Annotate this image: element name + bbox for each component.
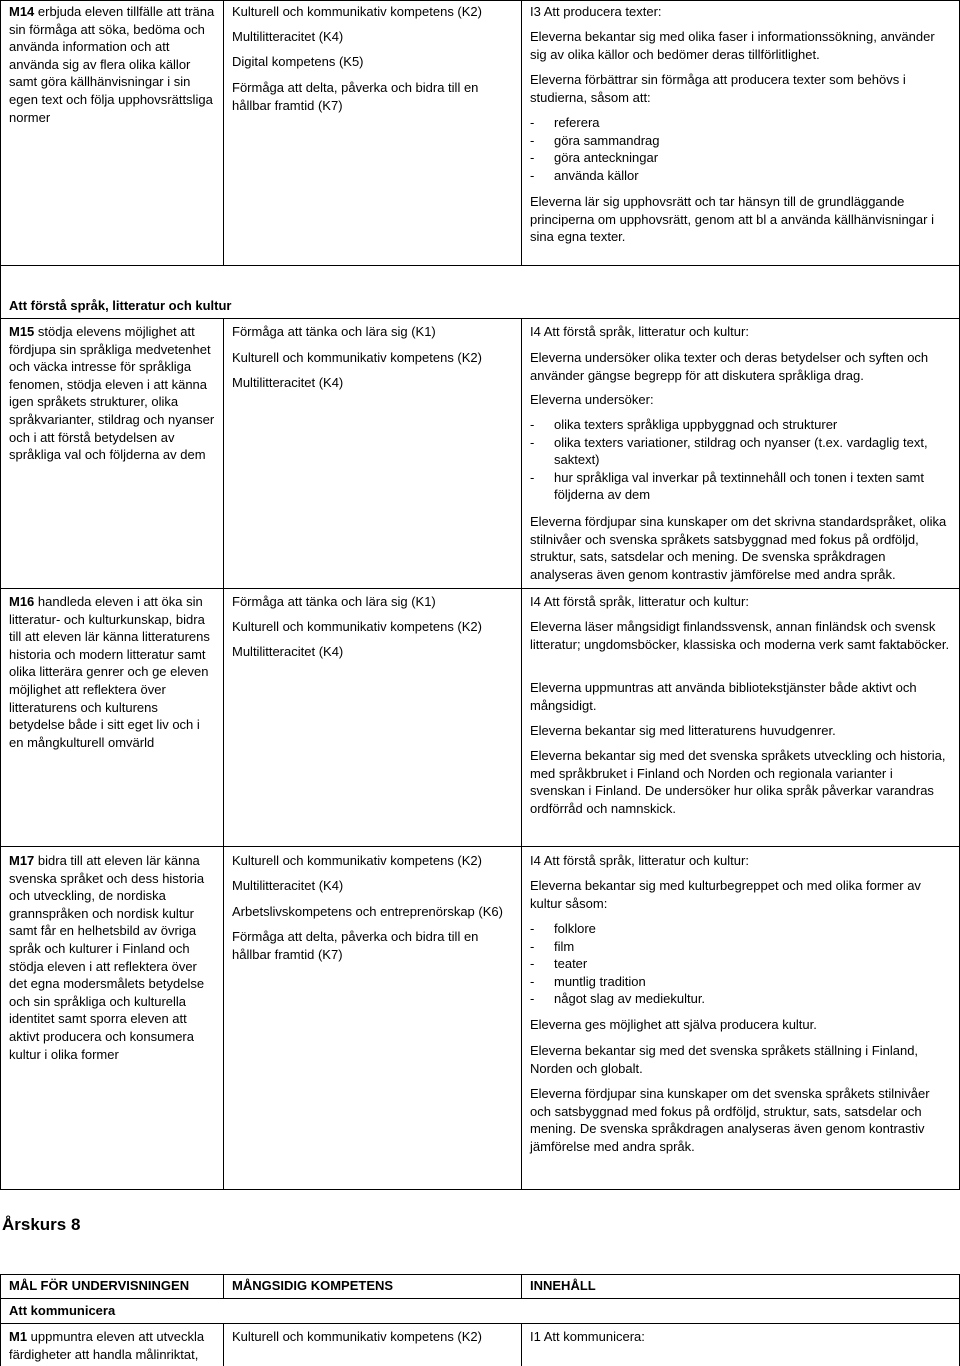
content-paragraph: Eleverna läser mångsidigt finlandssvensk, annan finländsk och svensk litteratur; ungdomsböcker, klassiska och moderna verk samt faktaböcker. (530, 619, 950, 652)
col-divider-2a (521, 0, 522, 266)
goal-text: bidra till att eleven lär känna svenska språket och dess historia och utveckling, de nordiska grannspråken och nordisk kultur samt får en helhetsbild av övriga språk och kulturer i Finland och stödja eleven i att reflektera över det egna modersmålets betydelse och sin språkliga och kulturella identitet samt sporra eleven att aktivt producera och konsumera kultur i olika former (9, 853, 205, 1062)
content-paragraph: Eleverna bekantar sig med olika faser i informationssökning, använder sig av olika källor och bedömer deras tillförlitlighet. (530, 29, 935, 62)
goal-m17 (9, 852, 215, 1063)
table-border-row4-bottom (0, 846, 960, 847)
table-border-left (0, 0, 1, 1190)
table-border-bottom (0, 1189, 960, 1190)
content-title: I4 Att förstå språk, litteratur och kultur: (530, 853, 749, 868)
content-paragraph: Eleverna fördjupar sina kunskaper om det skrivna standardspråket, olika stilnivåer och svenska språkets satsbyggnad med fokus på ordföljd, struktur, sats, satsdelar och mening. De svenska språkdragen analyseras även genom kontrastiv jämförelse med andra språk. (530, 514, 947, 582)
content-paragraph: Eleverna bekantar sig med det svenska språkets utveckling och historia, med språkbruket i Finland och Norden och regionala varianter i svenskan i Finland. De undersöker hur olika språk påverkar varandras ordförråd och namnskick. (530, 748, 946, 816)
content-paragraph: Eleverna bekantar sig med det svenska språkets ställning i Finland, Norden och globalt. (530, 1043, 919, 1076)
goal-m16 (9, 593, 215, 751)
table2-border-section-bottom (0, 1323, 960, 1324)
goal-text: uppmuntra eleven att utveckla färdigheter att handla målinriktat, (9, 1329, 205, 1362)
competence-item: Kulturell och kommunikativ kompetens (K2) (232, 350, 482, 365)
table2-header-goals: MÅL FÖR UNDERVISNINGEN (9, 1278, 190, 1293)
competence-item: Multilitteracitet (K4) (232, 375, 344, 390)
list-item: - teater (530, 955, 950, 973)
list-item: - referera (530, 114, 950, 132)
goal-code: M1 (9, 1329, 28, 1344)
col-divider-1a (223, 0, 224, 266)
table2-col-divider-1a (223, 1274, 224, 1299)
content-paragraph: Eleverna ges möjlighet att själva producera kultur. (530, 1017, 817, 1032)
table2-header-content: INNEHÅLL (530, 1278, 596, 1293)
table2-border-top (0, 1274, 960, 1275)
list-item: - göra sammandrag (530, 132, 950, 150)
competence-item: Kulturell och kommunikativ kompetens (K2) (232, 853, 482, 868)
list-item: - göra anteckningar (530, 149, 950, 167)
table-border-section-bottom (0, 318, 960, 319)
competence-item: Multilitteracitet (K4) (232, 644, 344, 659)
table2-col-divider-2b (521, 1323, 522, 1366)
section-heading: Att förstå språk, litteratur och kultur (9, 298, 232, 313)
grade-heading: Årskurs 8 (2, 1215, 81, 1234)
table2-col-divider-1b (223, 1323, 224, 1366)
content-paragraph: Eleverna undersöker olika texter och deras betydelser och syften och använder gängse begrepp för att diskutera språkliga drag. (530, 350, 929, 383)
list-item: - olika texters språkliga uppbyggnad och strukturer (530, 416, 950, 434)
competence-item: Kulturell och kommunikativ kompetens (K2) (232, 4, 482, 19)
goal-text: erbjuda eleven tillfälle att träna sin förmåga att söka, bedöma och använda information och att använda sig av flera olika källor samt göra källhänvisningar i sin egen text och följa upphovsrättsliga normer (9, 4, 215, 125)
content-paragraph: Eleverna undersöker: (530, 392, 654, 407)
goal-code: M14 (9, 4, 35, 19)
table-border-row1-bottom (0, 265, 960, 266)
table-border-top (0, 0, 960, 1)
table2-header-competence: MÅNGSIDIG KOMPETENS (232, 1278, 394, 1293)
goal-code: M15 (9, 324, 35, 339)
competence-item: Digital kompetens (K5) (232, 54, 364, 69)
competence-item: Kulturell och kommunikativ kompetens (K2) (232, 1329, 482, 1344)
content-paragraph: Eleverna fördjupar sina kunskaper om det svenska språkets stilnivåer och satsbyggnad med fokus på ordföljd, struktur, sats, satsdelar och mening. De svenska språkdragen analyseras även genom kontrastiv jämförelse med andra språk. (530, 1086, 930, 1154)
content-list (530, 416, 950, 504)
goal-text: stödja elevens möjlighet att fördjupa sin språkliga medvetenhet och väcka intresse för språkliga fenomen, stödja eleven i att känna igen språkets strukturer, olika språkvarianter, stildrag och nyanser och i att förstå betydelsen av språkliga val och följderna av dem (9, 324, 215, 463)
competence-item: Förmåga att delta, påverka och bidra till en hållbar framtid (K7) (232, 929, 479, 962)
competence-item: Kulturell och kommunikativ kompetens (K2) (232, 619, 482, 634)
list-item: - använda källor (530, 167, 950, 185)
content-list (530, 920, 950, 1008)
content-paragraph: Eleverna bekantar sig med kulturbegreppet och med olika former av kultur såsom: (530, 878, 921, 911)
table2-section-heading: Att kommunicera (9, 1303, 116, 1318)
table2-border-header-bottom (0, 1298, 960, 1299)
list-item: - film (530, 938, 950, 956)
content-title: I3 Att producera texter: (530, 4, 662, 19)
list-item: - hur språkliga val inverkar på textinnehåll och tonen i texten samt följderna av dem (530, 469, 950, 504)
competence-item: Förmåga att delta, påverka och bidra till en hållbar framtid (K7) (232, 80, 479, 113)
col-divider-1b (223, 318, 224, 1190)
content-paragraph: Eleverna bekantar sig med litteraturens huvudgenrer. (530, 723, 836, 738)
goal-m14 (9, 3, 215, 126)
content-title: I4 Att förstå språk, litteratur och kultur: (530, 594, 749, 609)
competence-item: Förmåga att tänka och lära sig (K1) (232, 594, 436, 609)
goal-code: M16 (9, 594, 35, 609)
content-title: I1 Att kommunicera: (530, 1329, 645, 1344)
competence-item: Förmåga att tänka och lära sig (K1) (232, 324, 436, 339)
content-title: I4 Att förstå språk, litteratur och kultur: (530, 324, 749, 339)
competence-item: Arbetslivskompetens och entreprenörskap (K6) (232, 904, 503, 919)
goal-text: handleda eleven i att öka sin litteratur- och kulturkunskap, bidra till att eleven lär känna litteraturens historia och modern litteratur samt olika litterära genrer och ge eleven möjlighet att reflektera över litteraturens och kulturens betydelse både i sitt eget liv och i en mångkulturell omvärld (9, 594, 210, 750)
table-border-row3-bottom (0, 588, 960, 589)
list-item: - folklore (530, 920, 950, 938)
table2-col-divider-2a (521, 1274, 522, 1299)
goal-m1 (9, 1328, 215, 1363)
list-item: - olika texters variationer, stildrag och nyanser (t.ex. vardaglig text, saktext) (530, 434, 950, 469)
content-paragraph: Eleverna uppmuntras att använda bibliotekstjänster både aktivt och mångsidigt. (530, 680, 917, 713)
goal-m15 (9, 323, 215, 464)
content-paragraph: Eleverna lär sig upphovsrätt och tar hänsyn till de grundläggande principerna om upphovsrätt, genom att bl a använda källhänvisningar i sina egna texter. (530, 194, 934, 245)
content-list (530, 114, 950, 184)
table2-border-left (0, 1274, 1, 1366)
competence-item: Multilitteracitet (K4) (232, 29, 344, 44)
competence-item: Multilitteracitet (K4) (232, 878, 344, 893)
col-divider-2b (521, 318, 522, 1190)
content-paragraph: Eleverna förbättrar sin förmåga att producera texter som behövs i studierna, såsom att: (530, 72, 906, 105)
list-item: - muntlig tradition (530, 973, 950, 991)
list-item: - något slag av mediekultur. (530, 990, 950, 1008)
goal-code: M17 (9, 853, 35, 868)
